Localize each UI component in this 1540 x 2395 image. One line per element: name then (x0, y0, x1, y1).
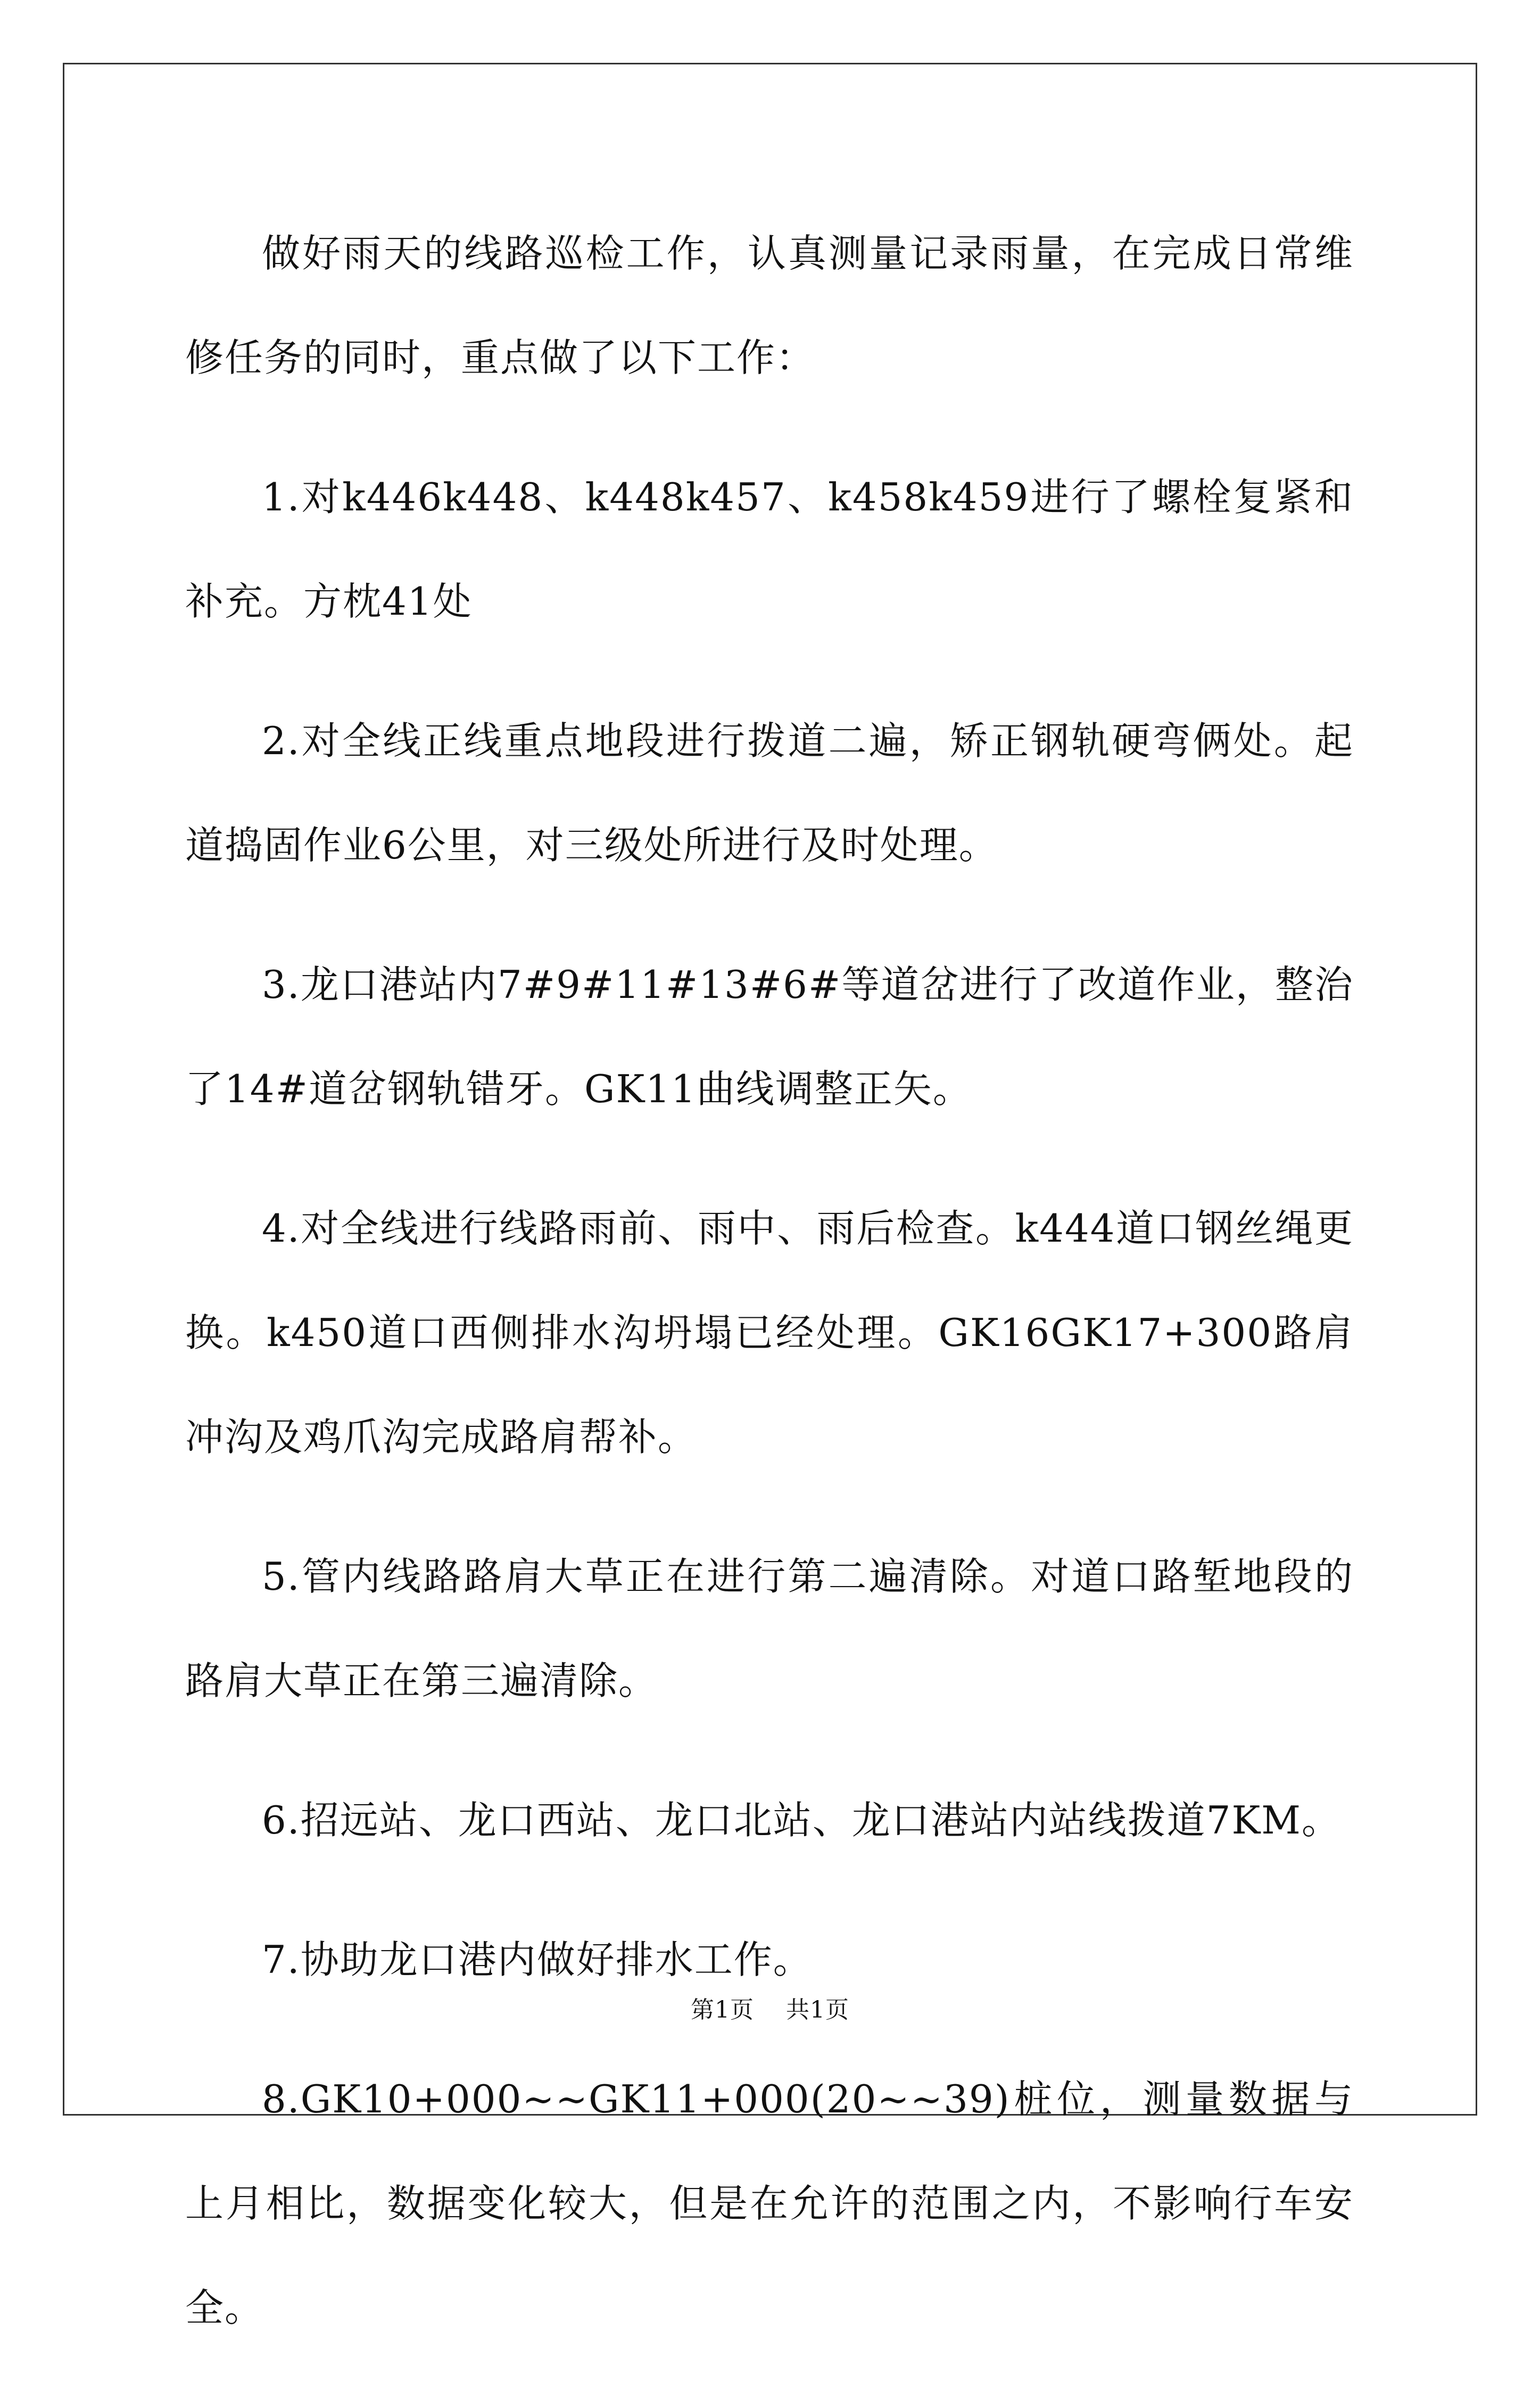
page-footer (0, 1991, 1540, 2025)
paragraph-item-6: 6.招远站、龙口西站、龙口北站、龙口港站内站线拨道7KM。 (262, 1798, 1342, 1843)
page-number: 第1页 (691, 1996, 754, 2024)
paragraph-item-7: 7.协助龙口港内做好排水工作。 (262, 1937, 813, 1982)
paragraph-item-3: 3.龙口港站内7#9#11#13#6#等道岔进行了改道作业，整治了14#道岔钢轨错牙。GK11曲线调整正矢。 (185, 962, 1354, 1111)
document-body (185, 201, 1354, 2395)
paragraph-item-4: 4.对全线进行线路雨前、雨中、雨后检查。k444道口钢丝绳更换。k450道口西侧排水沟坍塌已经处理。GK16GK17+300路肩冲沟及鸡爪沟完成路肩帮补。 (185, 1206, 1354, 1459)
paragraph-item-5: 5.管内线路路肩大草正在进行第二遍清除。对道口路堑地段的路肩大草正在第三遍清除。 (185, 1554, 1354, 1703)
paragraph-intro: 做好雨天的线路巡检工作，认真测量记录雨量，在完成日常维修任务的同时，重点做了以下工作： (185, 231, 1354, 380)
paragraph-item-1: 1.对k446k448、k448k457、k458k459进行了螺栓复紧和补充。方枕41处 (185, 475, 1354, 624)
paragraph-item-8: 8.GK10+000~~GK11+000(20~~39)桩位，测量数据与上月相比，数据变化较大，但是在允许的范围之内，不影响行车安全。 (185, 2077, 1354, 2330)
paragraph-item-2: 2.对全线正线重点地段进行拨道二遍，矫正钢轨硬弯俩处。起道捣固作业6公里，对三级处所进行及时处理。 (185, 718, 1354, 868)
page-total: 共1页 (786, 1996, 849, 2024)
